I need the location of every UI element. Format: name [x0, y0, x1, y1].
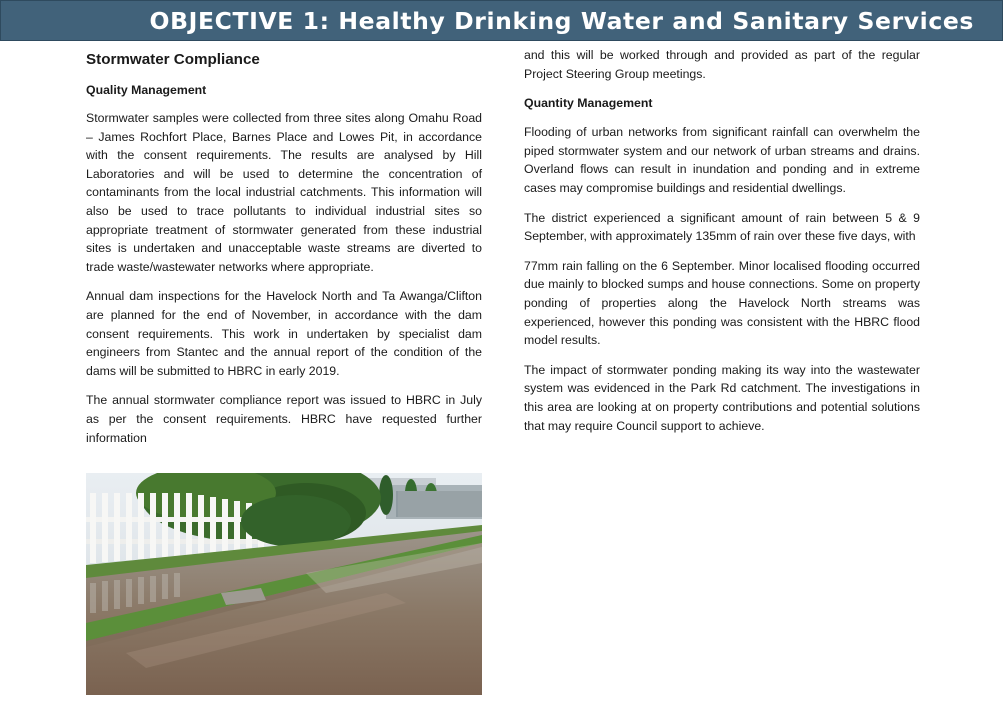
section-heading: Stormwater Compliance	[86, 51, 260, 68]
quality-management-heading: Quality Management	[86, 83, 207, 97]
dam-inspections-paragraph: Annual dam inspections for the Havelock North and Ta Awanga/Clifton are planned for the end of November, in accordance with the dam consent requirements. This work in undertaken by specialist dam engineers from Stantec and the annual report of the condition of the dams will be submitted to HBRC in early 2019.	[86, 289, 482, 378]
quantity-management-heading: Quantity Management	[524, 96, 653, 111]
wastewater-impact-paragraph: The impact of stormwater ponding making its way into the wastewater system was evidenced in the Park Rd catchment. The investigations in this area are looking at on property contributions and potential solutions that may require Council support to achieve.	[524, 362, 920, 433]
left-column	[86, 46, 482, 447]
stormwater-samples-paragraph: Stormwater samples were collected from three sites along Omahu Road – James Rochfort Place, Barnes Place and Lowes Pit, in accordance with the consent requirements. The results are analysed by Hill Laboratories and will be used to determine the concentration of contaminants from the local industrial catchments. This information will also be used to trace pollutants to individual industrial sites so appropriate treatment of stormwater generated from these industrial sites is undertaken and unacceptable waste streams are diverted to trade waste/wastewater networks where appropriate.	[86, 111, 482, 274]
page-title: OBJECTIVE 1: Healthy Drinking Water and Sanitary Services	[149, 6, 974, 35]
objective-banner	[0, 0, 1003, 41]
flooded-street-photo	[86, 473, 482, 695]
continuation-paragraph: and this will be worked through and provided as part of the regular Project Steering Group meetings.	[524, 48, 920, 81]
rainfall-paragraph: The district experienced a significant amount of rain between 5 & 9 September, with approximately 135mm of rain over these five days, with	[524, 210, 920, 244]
compliance-report-paragraph: The annual stormwater compliance report was issued to HBRC in July as per the consent requirements. HBRC have requested further information	[86, 393, 482, 445]
right-column	[524, 46, 920, 435]
flooding-paragraph: Flooding of urban networks from significant rainfall can overwhelm the piped stormwater system and our network of urban streams and drains. Overland flows can result in inundation and ponding and in extreme cases may compromise buildings and residential dwellings.	[524, 125, 920, 195]
localised-flooding-paragraph: 77mm rain falling on the 6 September. Minor localised flooding occurred due mainly to blocked sumps and house connections. Some on property ponding of properties along the Havelock North streams was experienced, however this ponding was consistent with the HBRC flood model results.	[524, 258, 920, 348]
